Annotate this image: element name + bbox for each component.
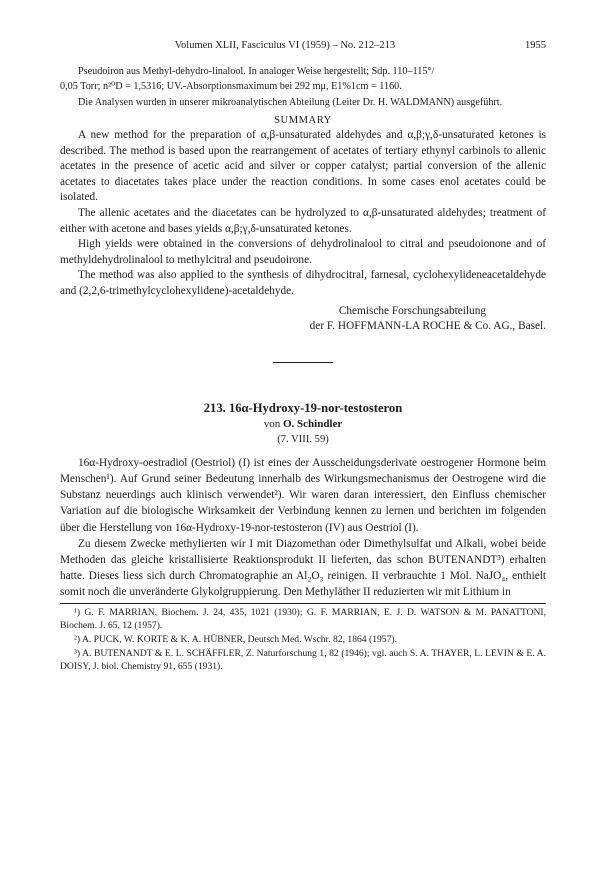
author-prefix: von: [263, 417, 281, 430]
article-body: [60, 455, 546, 601]
author-name: O. Schindler: [282, 417, 343, 430]
summary-heading: SUMMARY: [274, 115, 332, 126]
footnotes: [60, 606, 546, 674]
footnote-divider: [60, 603, 546, 604]
affiliation-line-2: der F. HOFFMANN-LA ROCHE & Co. AG., Basel.: [309, 320, 546, 333]
affiliation: [60, 304, 546, 335]
section-divider: [273, 362, 333, 363]
author-line: [60, 416, 546, 432]
preamble-line-1: Pseudoiron aus Methyl-dehydro-linalool. In analoger Weise hergestellt; Sdp. 110–115°/: [78, 66, 435, 77]
affiliation-line-1: Chemische Forschungsabteilung: [338, 304, 486, 317]
running-header: [60, 40, 546, 56]
page-number: 1955: [525, 40, 546, 51]
footnote: ²) A. PUCK, W. KORTE & K. A. HÜBNER, Deutsch Med. Wschr. 82, 1864 (1957).: [74, 633, 397, 645]
article-paragraph: 16α-Hydroxy-oestradiol (Oestriol) (I) ist eines der Ausscheidungsderivate oestrogener Hormone beim Menschen¹). Auf Grund seiner Bedeutung innerhalb des Wirkungsmechanismus der Oestrogene wird die Substanz neuerdings auch klinisch verwendet²). Wir waren daran interessiert, den Einfluss chemischer Variation auf die biologische Wirksamkeit der Verbindung kennen zu lernen und berichten im folgenden über die Herstellung von 16α-Hydroxy-19-nor-testosteron (IV) aus Oestriol (I).: [60, 456, 546, 534]
summary-paragraph: High yields were obtained in the conversions of dehydrolinalool to citral and pseudoionone and of methyldehydrolinalool to methylcitral and pseudoirone.: [60, 238, 546, 266]
summary-paragraph: The allenic acetates and the diacetates can be hydrolyzed to α,β-unsaturated aldehydes; treatment of either with acetone and bases yields α,β;γ,δ-unsaturated ketones.: [60, 206, 546, 235]
page: [60, 40, 546, 674]
analysis-note: Die Analysen wurden in unserer mikroanalytischen Abteilung (Leiter Dr. H. WALDMANN) ausgeführt.: [78, 97, 503, 108]
summary-body: [60, 128, 546, 300]
running-title: Volumen XLII, Fasciculus VI (1959) – No. 212–213: [174, 40, 396, 51]
article-title: 213. 16α-Hydroxy-19-nor-testosteron: [203, 400, 403, 415]
article-date: (7. VIII. 59): [277, 433, 329, 445]
summary-paragraph: The method was also applied to the synthesis of dihydrocitral, farnesal, cyclohexylideneacetaldehyde and (2,2,6-trimethylcyclohexylidene)-acetaldehyde.: [60, 269, 546, 297]
preamble: [60, 64, 546, 94]
article-paragraph: Zu diesem Zwecke methylierten wir I mit Diazomethan oder Dimethylsulfat und Alkali, wobei beide Methoden das gleiche kristallisierte Reaktionsprodukt II lieferten, das schon BUTENANDT³) erhalten hatte. Dieses liess sich durch Chromatographie an Al₂O₃ reinigen. II verbrauchte 1 Mol. NaJO₄, enthielt somit noch die unveränderte Glykolgruppierung. Den Methyläther II reduzierten wir mit Lithium in: [60, 537, 546, 599]
summary-paragraph: A new method for the preparation of α,β-unsaturated aldehydes and α,β;γ,δ-unsaturated ketones is described. The method is based upon the rearrangement of acetates of tertiary ethynyl carbinols to allenic acetates in the presence of acetic acid and silver or copper catalyst; partial conversion of the allenic acetates to diacetates takes place under the reaction conditions. In some cases enol acetates could be isolated.: [60, 129, 546, 204]
footnote: ¹) G. F. MARRIAN, Biochem. J. 24, 435, 1021 (1930); G. F. MARRIAN, E. J. D. WATSON & M. PANATTONI, Biochem. J. 65, 12 (1957).: [60, 606, 546, 631]
footnote: ³) A. BUTENANDT & E. L. SCHÄFFLER, Z. Naturforschung 1, 82 (1946); vgl. auch S. A. THAYER, L. LEVIN & E. A. DOISY, J. biol. Chemistry 91, 655 (1931).: [60, 648, 546, 673]
preamble-line-2: 0,05 Torr; n²⁰D = 1,5316; UV.-Absorptionsmaximum bei 292 mμ, E1%1cm = 1160.: [60, 81, 402, 92]
